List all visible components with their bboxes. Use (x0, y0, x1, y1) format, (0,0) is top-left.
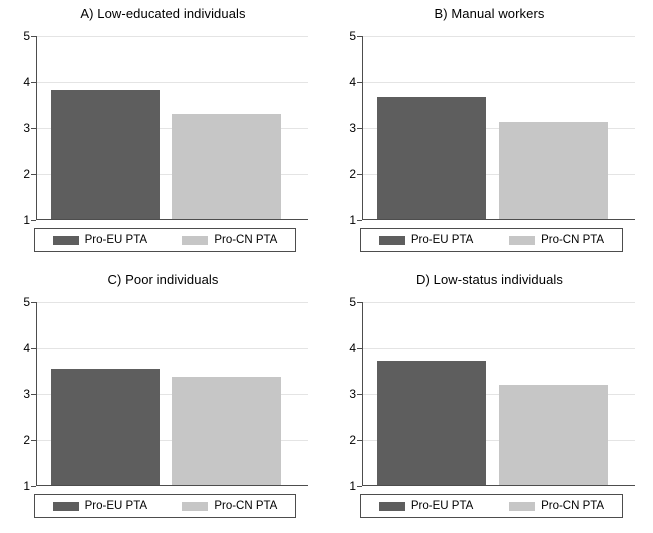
y-tick-label: 5 (23, 295, 30, 309)
panel-c-y-axis (36, 302, 37, 486)
y-tick-label: 2 (349, 433, 356, 447)
panel-d-legend (360, 494, 623, 518)
legend-label-pro-cn: Pro-CN PTA (214, 500, 278, 512)
panel-d-y-axis (362, 302, 363, 486)
legend-item-pro-eu (53, 500, 147, 512)
legend-item-pro-cn (182, 234, 277, 246)
bar-pro-eu-pta (377, 97, 486, 220)
legend-label-pro-cn: Pro-CN PTA (541, 234, 605, 246)
panel-d-x-axis (362, 485, 635, 486)
legend-item-pro-eu (379, 500, 473, 512)
y-tick-label: 2 (23, 167, 30, 181)
panel-d-title: D) Low-status individuals (415, 272, 563, 287)
panel-b (326, 0, 653, 266)
panel-c-legend (34, 494, 296, 518)
legend-swatch-pro-cn-icon (509, 236, 535, 245)
y-tick-label: 3 (23, 121, 30, 135)
panel-b-legend (360, 228, 623, 252)
bar-series (362, 36, 635, 220)
legend-swatch-pro-eu-icon (379, 502, 405, 511)
legend-item-pro-cn (509, 234, 604, 246)
y-tick-label: 3 (349, 121, 356, 135)
y-tick-label: 2 (23, 433, 30, 447)
panel-b-axis-area (349, 29, 635, 227)
panel-c-axis-area (23, 295, 308, 493)
y-tick-label: 3 (349, 387, 356, 401)
bar-pro-eu-pta (51, 90, 160, 220)
y-tick-label: 1 (23, 479, 30, 493)
legend-swatch-pro-cn-icon (509, 502, 535, 511)
bar-pro-cn-pta (172, 377, 281, 486)
panel-d-axis-area (349, 295, 635, 493)
legend-swatch-pro-eu-icon (53, 502, 79, 511)
bar-pro-cn-pta (499, 385, 608, 486)
y-tick-mark (357, 486, 362, 487)
y-tick-label: 4 (23, 75, 30, 89)
y-tick-label: 4 (349, 75, 356, 89)
panel-c-x-axis (36, 485, 308, 486)
panel-d (326, 266, 653, 533)
panel-a-axis-area (23, 29, 308, 227)
y-tick-label: 5 (23, 29, 30, 43)
bar-pro-eu-pta (51, 369, 160, 486)
panel-c (0, 266, 326, 533)
legend-item-pro-eu (379, 234, 473, 246)
y-tick-label: 4 (23, 341, 30, 355)
y-tick-label: 5 (349, 295, 356, 309)
panel-a-plot (8, 29, 312, 227)
y-tick-label: 1 (23, 213, 30, 227)
panel-b-plot (334, 29, 639, 227)
legend-item-pro-cn (182, 500, 277, 512)
legend-label-pro-cn: Pro-CN PTA (541, 500, 605, 512)
legend-label-pro-cn: Pro-CN PTA (214, 234, 278, 246)
legend-swatch-pro-eu-icon (379, 236, 405, 245)
panel-c-plot (8, 295, 312, 493)
bar-pro-cn-pta (172, 114, 281, 220)
y-tick-label: 3 (23, 387, 30, 401)
panel-b-y-axis (362, 36, 363, 220)
panel-a-y-axis (36, 36, 37, 220)
y-tick-label: 1 (349, 479, 356, 493)
panel-c-title: C) Poor individuals (107, 272, 219, 287)
bar-series (36, 302, 308, 486)
y-tick-mark (31, 220, 36, 221)
y-tick-label: 2 (349, 167, 356, 181)
panel-a-legend (34, 228, 296, 252)
legend-swatch-pro-cn-icon (182, 502, 208, 511)
panel-a-title: A) Low-educated individuals (80, 6, 246, 21)
y-tick-label: 5 (349, 29, 356, 43)
panel-b-title: B) Manual workers (434, 6, 545, 21)
legend-label-pro-eu: Pro-EU PTA (84, 234, 148, 246)
panel-b-x-axis (362, 219, 635, 220)
y-tick-mark (31, 486, 36, 487)
bar-series (362, 302, 635, 486)
legend-swatch-pro-eu-icon (53, 236, 79, 245)
bar-series (36, 36, 308, 220)
legend-swatch-pro-cn-icon (182, 236, 208, 245)
panel-a-x-axis (36, 219, 308, 220)
legend-item-pro-eu (53, 234, 147, 246)
panel-a (0, 0, 326, 266)
panel-d-plot (334, 295, 639, 493)
legend-label-pro-eu: Pro-EU PTA (84, 500, 148, 512)
bar-pro-cn-pta (499, 122, 608, 220)
y-tick-label: 4 (349, 341, 356, 355)
bar-pro-eu-pta (377, 361, 486, 486)
legend-label-pro-eu: Pro-EU PTA (410, 500, 474, 512)
legend-item-pro-cn (509, 500, 604, 512)
y-tick-mark (357, 220, 362, 221)
y-tick-label: 1 (349, 213, 356, 227)
legend-label-pro-eu: Pro-EU PTA (410, 234, 474, 246)
